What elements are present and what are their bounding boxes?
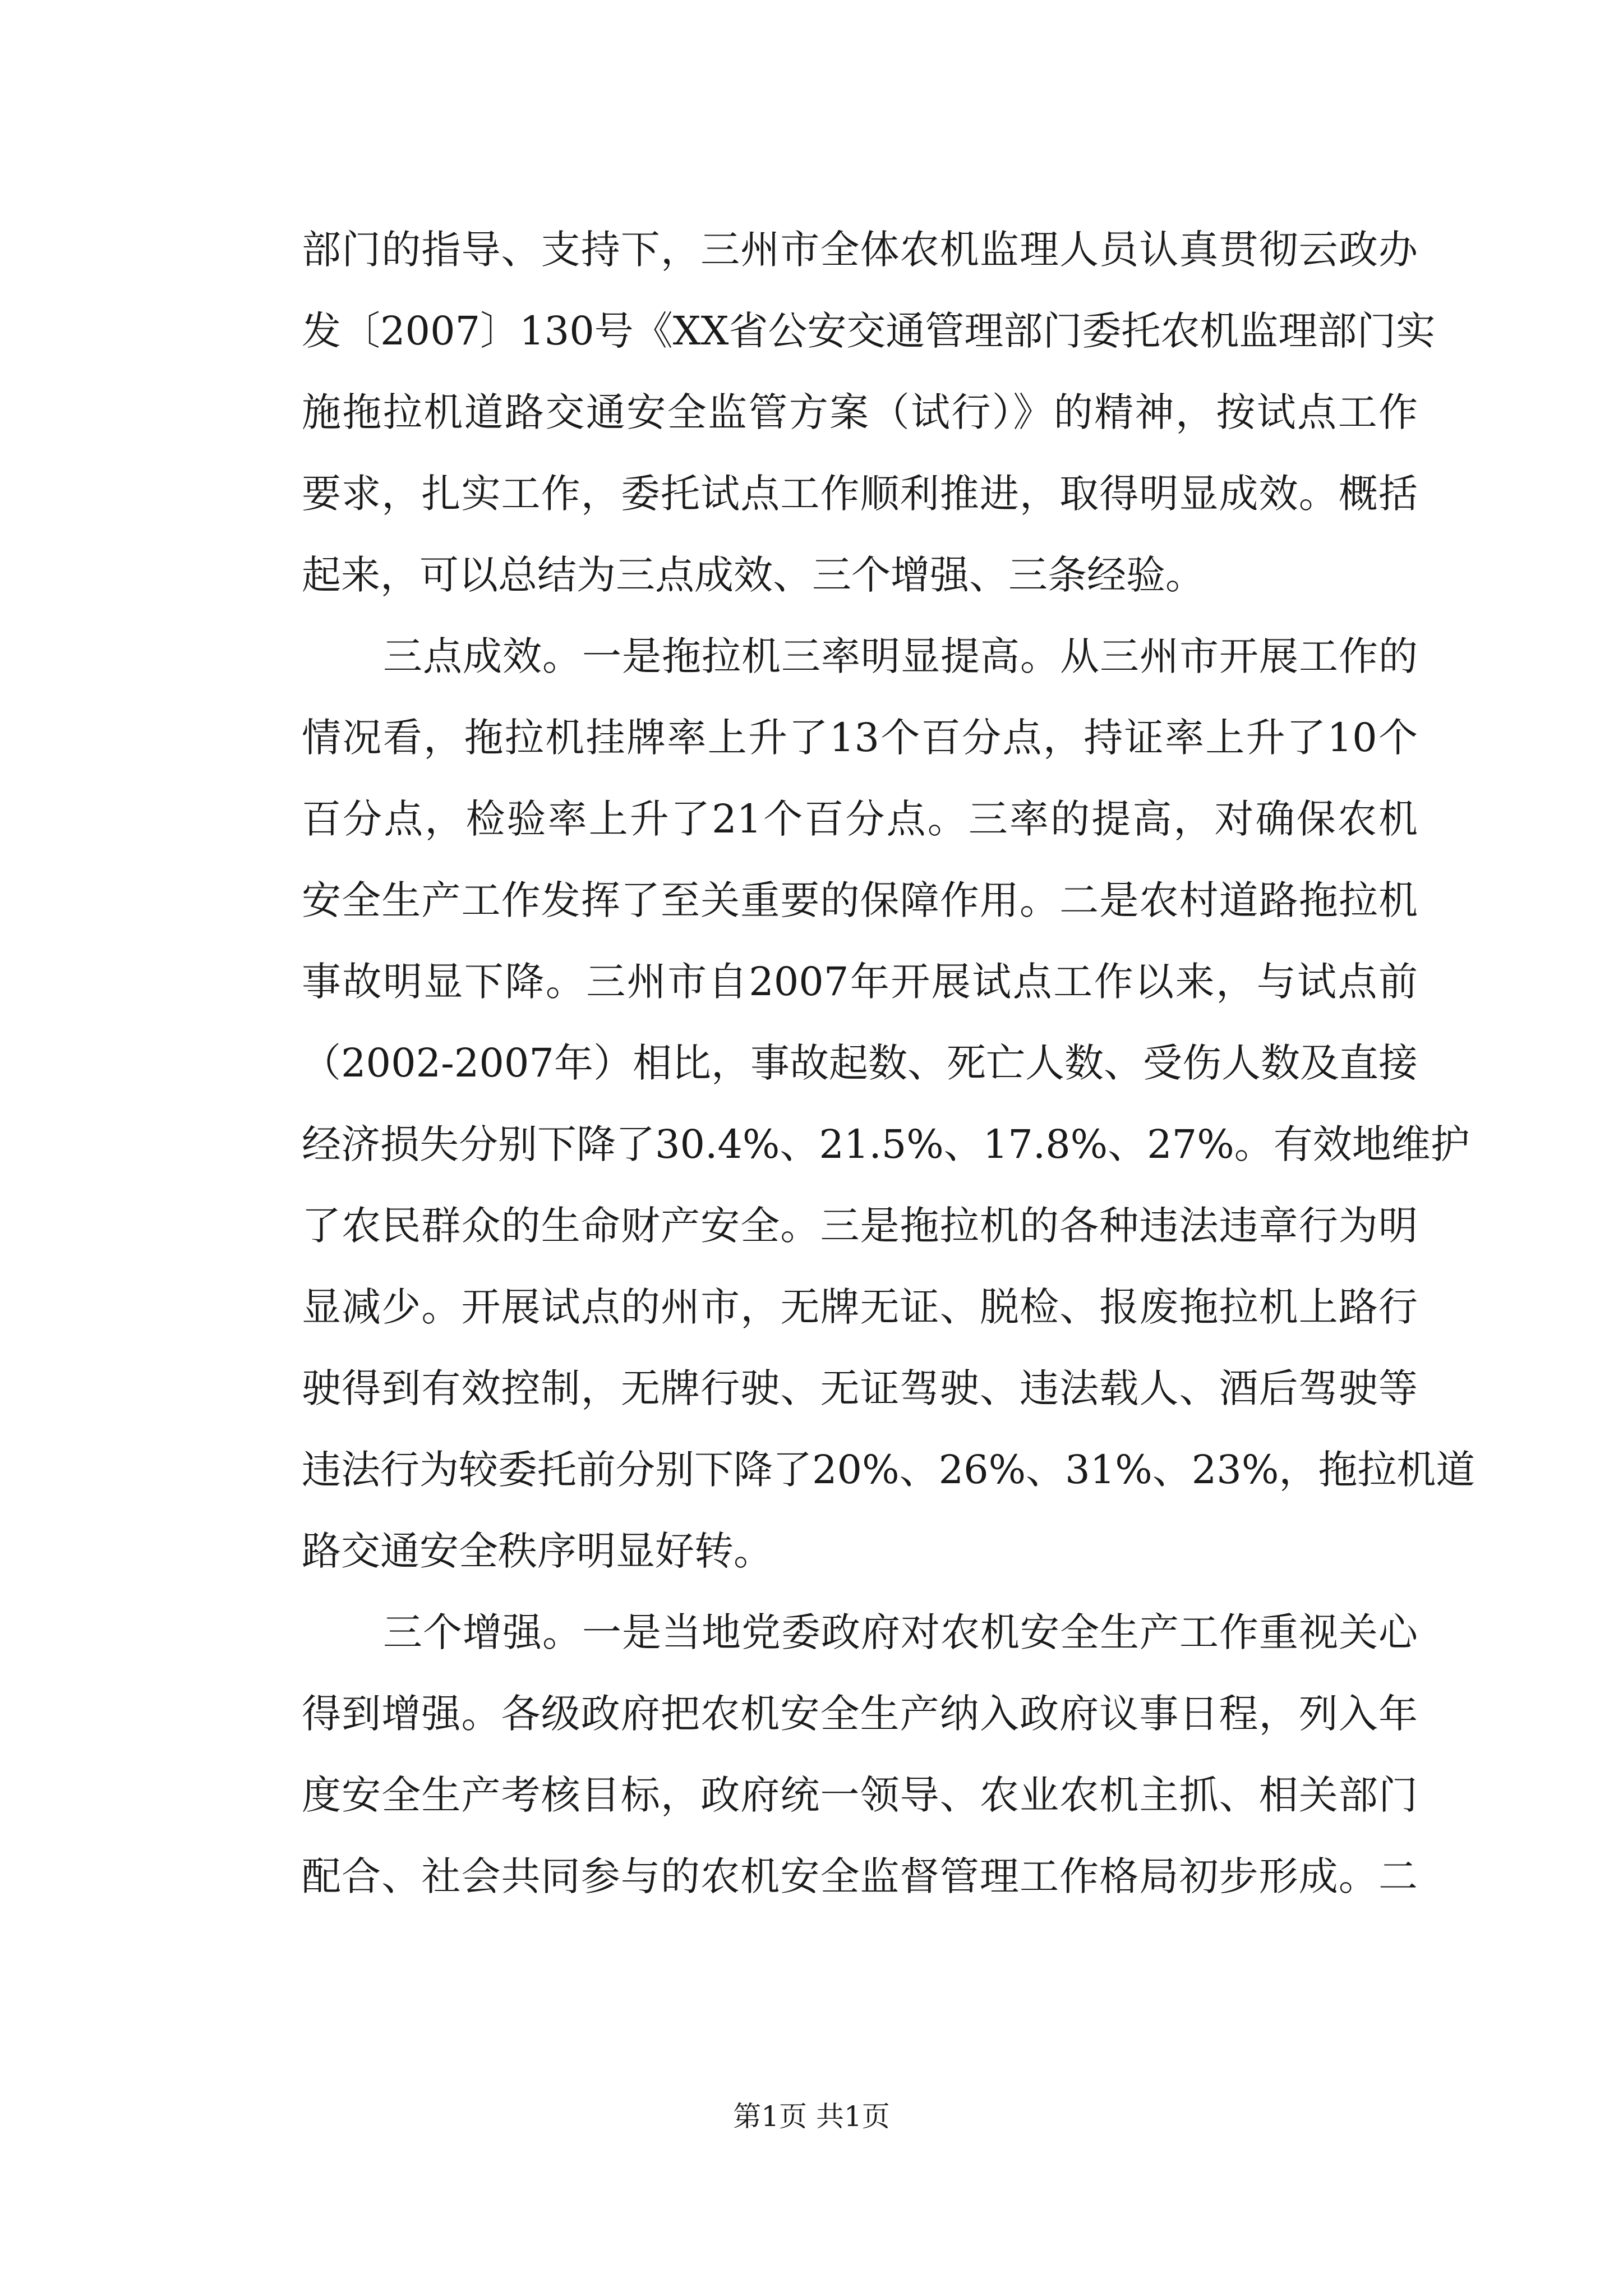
text-line: 事故明显下降。三州市自2007年开展试点工作以来，与试点前 — [302, 959, 1418, 1005]
text-line: 要求，扎实工作，委托试点工作顺利推进，取得明显成效。概括 — [302, 471, 1418, 517]
paragraph-first-line: 三个增强。一是当地党委政府对农机安全生产工作重视关心 — [383, 1609, 1418, 1655]
text-line: 安全生产工作发挥了至关重要的保障作用。二是农村道路拖拉机 — [302, 877, 1418, 923]
text-line: 度安全生产考核目标，政府统一领导、农业农机主抓、相关部门 — [302, 1772, 1418, 1818]
text-line: 违法行为较委托前分别下降了20%、26%、31%、23%，拖拉机道 — [302, 1447, 1476, 1493]
text-line: 得到增强。各级政府把农机安全生产纳入政府议事日程，列入年 — [302, 1691, 1418, 1737]
text-line: 起来，可以总结为三点成效、三个增强、三条经验。 — [302, 552, 1205, 598]
text-line: 了农民群众的生命财产安全。三是拖拉机的各种违法违章行为明 — [302, 1203, 1418, 1249]
text-line: 情况看，拖拉机挂牌率上升了13个百分点，持证率上升了10个 — [302, 715, 1418, 761]
text-line: 配合、社会共同参与的农机安全监督管理工作格局初步形成。二 — [302, 1853, 1418, 1899]
text-line: 路交通安全秩序明显好转。 — [302, 1528, 773, 1574]
text-line: 部门的指导、支持下，三州市全体农机监理人员认真贯彻云政办 — [302, 227, 1418, 273]
page-number-footer: 第1页 共1页 — [733, 2100, 890, 2133]
text-line: （2002-2007年）相比，事故起数、死亡人数、受伤人数及直接 — [302, 1040, 1418, 1086]
text-line: 百分点，检验率上升了21个百分点。三率的提高，对确保农机 — [302, 796, 1418, 842]
text-line: 经济损失分别下降了30.4%、21.5%、17.8%、27%。有效地维护 — [302, 1121, 1470, 1167]
paragraph-first-line: 三点成效。一是拖拉机三率明显提高。从三州市开展工作的 — [383, 633, 1418, 679]
text-line: 施拖拉机道路交通安全监管方案（试行）》的精神，按试点工作 — [302, 389, 1418, 435]
text-line: 驶得到有效控制，无牌行驶、无证驾驶、违法载人、酒后驾驶等 — [302, 1365, 1418, 1411]
text-line: 发〔2007〕130号《XX省公安交通管理部门委托农机监理部门实 — [302, 308, 1436, 354]
text-line: 显减少。开展试点的州市，无牌无证、脱检、报废拖拉机上路行 — [302, 1284, 1418, 1330]
